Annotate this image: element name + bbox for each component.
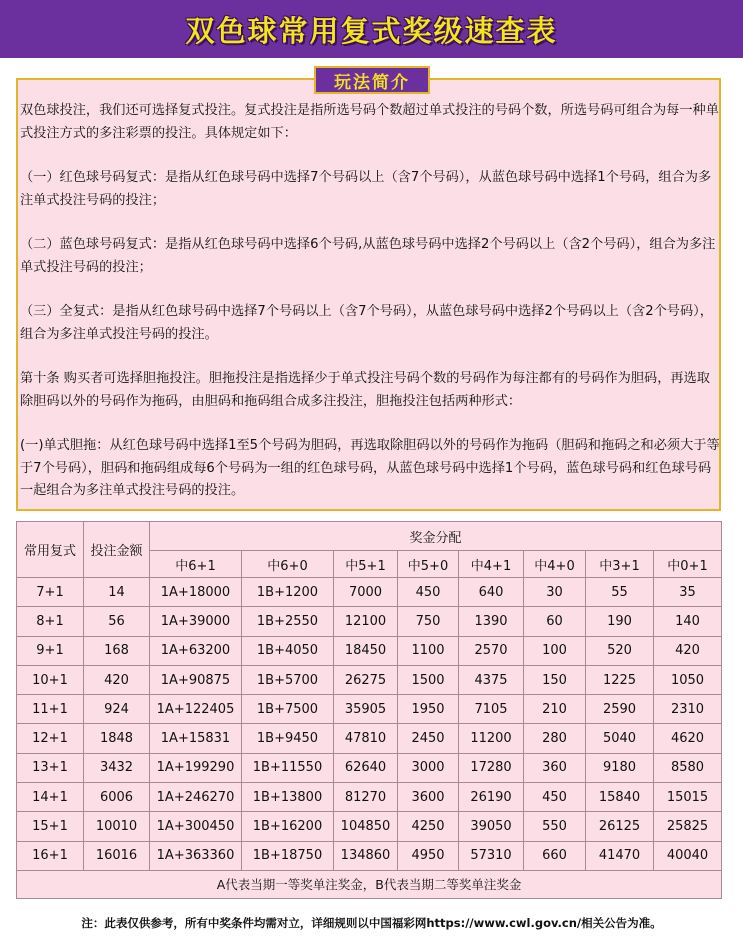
table-cell: 18450 [334,636,398,665]
table-cell: 7+1 [17,578,84,607]
table-cell: 62640 [334,753,398,782]
table-cell: 39050 [459,812,524,841]
table-cell: 3000 [398,753,459,782]
table-cell: 8+1 [17,607,84,636]
table-cell: 9180 [586,753,654,782]
table-cell: 1A+18000 [150,578,242,607]
table-cell: 1050 [654,665,722,694]
table-row [17,841,722,870]
table-footer-row [17,870,722,898]
intro-text [20,100,720,503]
table-cell: 10010 [84,812,150,841]
prize-level-header: 中5+0 [398,551,459,578]
table-cell: 35905 [334,695,398,724]
table-header-row [17,522,722,551]
table-cell: 1A+363360 [150,841,242,870]
table-cell: 2570 [459,636,524,665]
table-cell: 15+1 [17,812,84,841]
intro-paragraph: （二）蓝色球号码复式：是指从红色球号码中选择6个号码,从蓝色球号码中选择2个号码以上（含2个号码），组合为多注单式投注号码的投注； [20,237,716,275]
table-cell: 1B+9450 [242,724,334,753]
table-cell: 26190 [459,783,524,812]
prize-level-header: 中0+1 [654,551,722,578]
table-cell: 1A+199290 [150,753,242,782]
table-cell: 25825 [654,812,722,841]
prize-level-header: 中6+0 [242,551,334,578]
header-banner [0,0,743,58]
table-cell: 1B+18750 [242,841,334,870]
intro-paragraph: (一)单式胆拖：从红色球号码中选择1至5个号码为胆码，再选取除胆码以外的号码作为拖码（胆码和拖码之和必须大于等于7个号码），胆码和拖码组成每6个号码为一组的红色球号码，从蓝色球号码中选择1个号码，蓝色球号码和红色球号码一起组合为多注单式投注号码的投注。 [20,438,720,498]
table-cell: 1A+122405 [150,695,242,724]
table-cell: 1A+15831 [150,724,242,753]
table-cell: 16+1 [17,841,84,870]
table-cell: 190 [586,607,654,636]
table-cell: 4375 [459,665,524,694]
table-cell: 41470 [586,841,654,870]
table-cell: 2450 [398,724,459,753]
table-cell: 1B+2550 [242,607,334,636]
table-cell: 14 [84,578,150,607]
table-row [17,724,722,753]
table-cell: 3600 [398,783,459,812]
table-cell: 4950 [398,841,459,870]
intro-paragraph: （一）红色球号码复式：是指从红色球号码中选择7个号码以上（含7个号码），从蓝色球号码中选择1个号码，组合为多注单式投注号码的投注； [20,170,712,208]
table-cell: 57310 [459,841,524,870]
table-cell: 7105 [459,695,524,724]
table-cell: 81270 [334,783,398,812]
table-cell: 750 [398,607,459,636]
table-cell: 8580 [654,753,722,782]
table-cell: 35 [654,578,722,607]
intro-paragraph: 第十条 购买者可选择胆拖投注。胆拖投注是指选择少于单式投注号码个数的号码作为每注都有的号码作为胆码，再选取除胆码以外的号码作为拖码，由胆码和拖码组合成多注投注，胆拖投注包括两种形式： [20,371,710,409]
header-combo: 常用复式 [17,522,84,578]
table-cell: 16016 [84,841,150,870]
table-cell: 360 [524,753,586,782]
table-cell: 2590 [586,695,654,724]
table-cell: 1B+4050 [242,636,334,665]
table-cell: 1A+39000 [150,607,242,636]
table-cell: 11+1 [17,695,84,724]
prize-level-header: 中6+1 [150,551,242,578]
table-cell: 100 [524,636,586,665]
table-cell: 1390 [459,607,524,636]
table-cell: 3432 [84,753,150,782]
table-cell: 10+1 [17,665,84,694]
table-cell: 550 [524,812,586,841]
table-cell: 1B+5700 [242,665,334,694]
table-cell: 26125 [586,812,654,841]
table-cell: 640 [459,578,524,607]
table-cell: 140 [654,607,722,636]
table-row [17,607,722,636]
table-cell: 660 [524,841,586,870]
table-cell: 1A+90875 [150,665,242,694]
page-title: 双色球常用复式奖级速查表 [185,13,558,48]
table-cell: 40040 [654,841,722,870]
intro-paragraph: 双色球投注，我们还可选择复式投注。复式投注是指所选号码个数超过单式投注的号码个数，所选号码可组合为每一种单式投注方式的多注彩票的投注。具体规定如下： [20,103,719,141]
table-cell: 104850 [334,812,398,841]
table-cell: 1A+246270 [150,783,242,812]
table-cell: 2310 [654,695,722,724]
table-row [17,636,722,665]
table-row [17,783,722,812]
table-cell: 450 [524,783,586,812]
table-cell: 4250 [398,812,459,841]
table-cell: 30 [524,578,586,607]
table-cell: 1A+63200 [150,636,242,665]
table-cell: 1B+11550 [242,753,334,782]
table-cell: 7000 [334,578,398,607]
header-prize: 奖金分配 [150,522,722,551]
table-cell: 13+1 [17,753,84,782]
table-cell: 150 [524,665,586,694]
table-cell: 450 [398,578,459,607]
table-cell: 1225 [586,665,654,694]
table-cell: 1B+7500 [242,695,334,724]
table-cell: 1B+16200 [242,812,334,841]
table-cell: 14+1 [17,783,84,812]
table-cell: 280 [524,724,586,753]
table-cell: 420 [654,636,722,665]
table-cell: 9+1 [17,636,84,665]
table-cell: 17280 [459,753,524,782]
table-cell: 5040 [586,724,654,753]
prize-level-header: 中4+1 [459,551,524,578]
table-cell: 15015 [654,783,722,812]
table-row [17,812,722,841]
table-row [17,695,722,724]
table-row [17,578,722,607]
table-cell: 520 [586,636,654,665]
table-footer-note: A代表当期一等奖单注奖金，B代表当期二等奖单注奖金 [17,870,722,898]
table-cell: 1500 [398,665,459,694]
table-cell: 56 [84,607,150,636]
table-cell: 210 [524,695,586,724]
table-cell: 924 [84,695,150,724]
table-cell: 55 [586,578,654,607]
prize-level-header: 中3+1 [586,551,654,578]
table-cell: 134860 [334,841,398,870]
header-amount: 投注金额 [84,522,150,578]
table-row [17,753,722,782]
table-cell: 26275 [334,665,398,694]
table-row [17,665,722,694]
table-cell: 11200 [459,724,524,753]
table-cell: 12100 [334,607,398,636]
table-cell: 6006 [84,783,150,812]
prize-table [16,521,722,899]
table-cell: 1B+1200 [242,578,334,607]
table-cell: 15840 [586,783,654,812]
table-cell: 420 [84,665,150,694]
table-cell: 1848 [84,724,150,753]
intro-tab-label: 玩法简介 [314,66,430,94]
table-cell: 1B+13800 [242,783,334,812]
table-cell: 1950 [398,695,459,724]
table-cell: 1100 [398,636,459,665]
table-cell: 4620 [654,724,722,753]
prize-level-header: 中5+1 [334,551,398,578]
table-cell: 47810 [334,724,398,753]
intro-paragraph: （三）全复式：是指从红色球号码中选择7个号码以上（含7个号码），从蓝色球号码中选择2个号码以上（含2个号码），组合为多注单式投注号码的投注。 [20,304,713,342]
table-cell: 60 [524,607,586,636]
table-cell: 1A+300450 [150,812,242,841]
table-cell: 168 [84,636,150,665]
footnote: 注：此表仅供参考，所有中奖条件均需对立，详细规则以中国福彩网https://www.cwl.gov.cn/相关公告为准。 [81,916,662,930]
table-cell: 12+1 [17,724,84,753]
prize-level-header: 中4+0 [524,551,586,578]
